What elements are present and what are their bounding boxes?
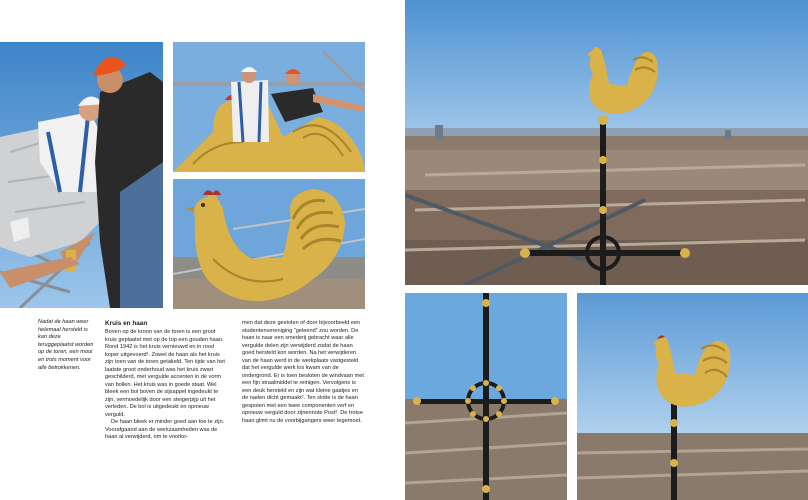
photo-workers-lifting-rooster bbox=[0, 42, 163, 308]
photo-workers-with-rooster bbox=[173, 42, 365, 172]
article-paragraph: Boven op de kroon van de toren is een groot kruis geplaatst met op de top een gouden haan. Rond 1942 is het kruis vernieuwd en in rood koper uitgevoerd¹. Zowel de haan als het kruis zijn toen van de toren getakeld. Ten tijde van het laatste groot onderhoud was het kruis zwart geschilderd, met vergulde accenten in de vorm van bollen. Het kruis was in goede staat. Wel bleek een bol boven de sijsappel ingedeukt te zijn, vermoedelijk door een steigerpijp uit het verleden. De bol is uitgedeukt en opnieuw verguld. bbox=[105, 329, 225, 418]
photo-cross-decoration bbox=[405, 293, 567, 500]
article-paragraph: men dat deze gestolen of door bijvoorbeeld een studentenvereniging “geleend” zou worden. De haan is naar een smederij gebracht waar alle vergulde delen zijn verwijderd zodat de haan goed hersteld kon worden. Na het verwijderen van de haan werd in de werkplaats vastgesteld dat het vergulde werk los kwam van de ondergrond. Er is toen besloten de windvaan met een fijn straalmiddel te reinigen. Vervolgens is een deuk hersteld en zijn wat kleine gaatjes en de naden dicht gemaakt². Ten slotte is de haan gespoten met een twee componenten verf en opnieuw verguld door zijnennote Post³. De trotse haan glimt nu de voorbijgangers weer tegemoet. bbox=[242, 320, 364, 424]
article-column-2 bbox=[242, 320, 364, 425]
photo-rooster-skyline bbox=[577, 293, 808, 500]
photo-golden-rooster bbox=[173, 179, 365, 309]
photo-caption: Nadat de haan weer helemaal hersteld is kan deze teruggeplaatst worden op de toren, een mooi en trots moment voor alle betrokkenen. bbox=[38, 319, 94, 371]
article-column-1 bbox=[105, 320, 225, 442]
section-heading: Kruis en haan bbox=[105, 320, 148, 327]
article-paragraph: De haan bleek er minder goed aan toe te zijn. Voorafgaand aan de werkzaamheden was de haan al verwijderd, om te voorko- bbox=[105, 419, 225, 440]
photo-rooster-over-city bbox=[405, 0, 808, 285]
